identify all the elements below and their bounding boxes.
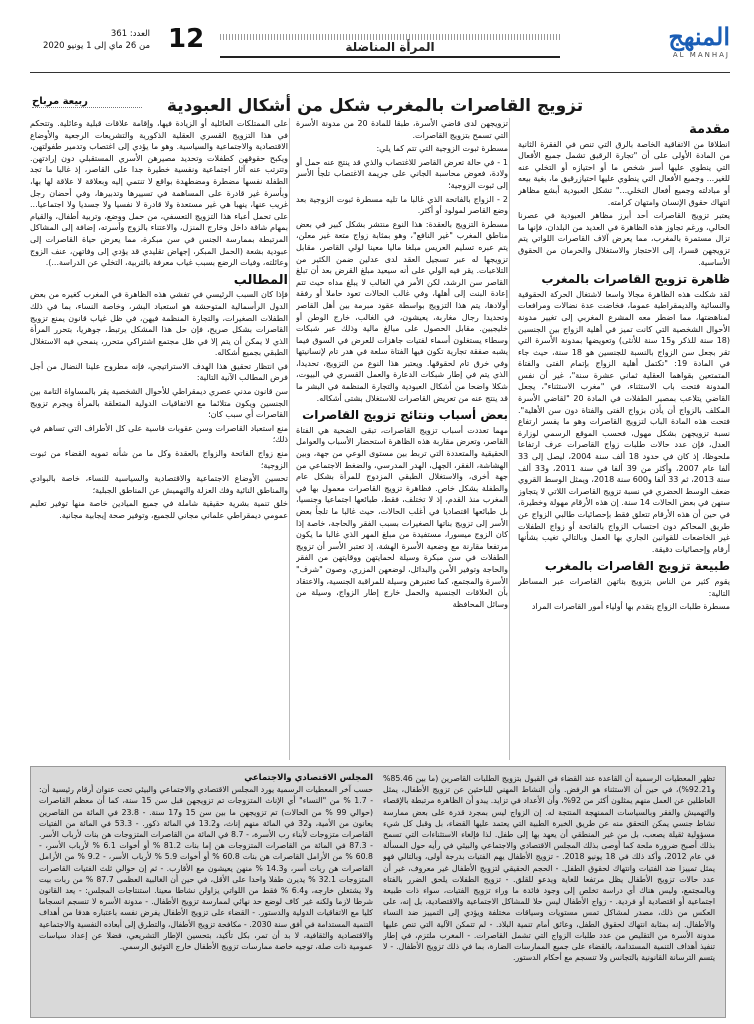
heading-nature: طبيعة تزويج القاصرات بالمغرب [544, 559, 730, 574]
box-text-left: حسب آخر المعطيات الرسمية يورد المجلس الاقتصادي والاجتماعي والبيئي تحت عنوان أرقام رئيسية أن: - 1.7 % من "النساء" أي الإناث المتزوجات تم تزويجهن قبل سن 15 سنة، كما أن معظم القاصرات (حوالي 99 % من الحالات) تم تزويجهن ما بين سن 15 و17 سنة. - 23.8 في المائة من القاصرين يعانون من الأمية، و32 في المائة منهم إناث، و13.2 في المائة ذكور. - 53.3 في المائة من الفتيات القاصرات متزوجات لأبناء رب الأسرة، - 8.7 في المائة من القاصرات المتزوجات هن بنات لأرباب الأسر. - 87.3 في المائة من القاصرات المتزوجات هن إما بنات 81.2 % أو أخوات 6.1 % لأرباب الأسر، - 60.8 % من الأرامل القاصرات هن بنات 60.8 % أو أخوات 5.9 % لأرباب الأسر، - 9.2 % من الأرامل القاصرات هن ربات أسر، و14.3 % منهن يعيشون مع الأقارب. - ثم إن حوالي ثلث الفتيات القاصرات المتزوجات 32.1 % يديرن طفلا واحدا على الأقل، في حين أن الغالبية العظمى 87.7 % من ربات بيت ولا يشتغلن خارجه، و6.4 % فقط من اللواتي يزاولن نشاطا معينا. استنتاجات المجلس: - يعد القانون شرطا لازما ولكنه غير كاف لوضع حد نهائي لممارسة تزويج الأطفال. - مدونة الأسرة لا تنسجم انسجاما كليا مع الاتفاقيات الدولية والدستور. - القضاء على تزويج الأطفال يفرض نفسه باعتباره هدفا من أهداف التنمية المستدامة في أفق سنة 2030. - مكافحة تزويج الأطفال، والتطرق إلى أبعاده النفسية والاجتماعية والاقتصادية والثقافية، لا بد أن تمر، بكل تأكيد، بتحسين الإطار التشريعي، فضلا عن إعداد سياسات عمومية ذات صلة، توجيه خاصة ممارسات تزويج الأطفال خارج التوثيق الرسمي. [39, 785, 373, 952]
column-divider [289, 118, 290, 760]
paragraph: في انتظار تحقيق هذا الهدف الاستراتيجي، فإنه مطروح علينا النضال من أجل فرض المطالب الآنية التالية: [30, 361, 288, 383]
list-item: خلق تنمية بشرية حقيقية شاملة في جميع الميادين خاصة منها توفير تعليم عمومي ديمقراطي علماني مجاني للجميع، وتوفير صحة إيجابية مجانية. [30, 499, 288, 520]
column-divider [509, 118, 510, 760]
paragraph: مسطرة طلبات الزواج يتقدم بها أولياء أمور القاصرات المراد [531, 602, 730, 612]
column-middle [296, 118, 508, 760]
issue-info [30, 28, 150, 52]
paragraph: يقوم كثير من الناس بتزويج بناتهن القاصرات عبر المساطر التالية: [518, 576, 730, 598]
sidebar-box [30, 766, 726, 1018]
issue-date: من 26 ماي إلى 1 يونيو 2020 [42, 41, 150, 51]
paragraph: انطلاقا من الاتفاقية الخاصة بالرق التي تنص في الفقرة الثانية من المادة الأولى على أن "تجارة الرقيق تشمل جميع الأفعال التي ينطوي عليها أسر شخص ما أو احتيازه أو التخلي عنه للغير... وجميع الأفعال التي ينطوي عليها احتيازرقيق ما، بغية بيعه أو مبادلته وجميع أفعال التخلي..." تشكل العبودية أبشع مظاهر انتهاك حقوق الإنسان وامتهان كرامته. [518, 139, 730, 207]
box-text-right: تظهر المعطيات الرسمية أن القاعدة عند القضاء في القبول بتزويج الطلبات القاصرين (ما بين 85.46% و92.21%)، في حين أن الاستثناء هو الرفض. وأن النشاط المهني للباحثين عن تزويج الأطفال، يمثل العاطلين عن العمل منهم يمثلون أكثر من 92%، وأن الأعداد في تزايد. يبدو أن الظاهرة مرتبطة بالإقصاء والتهميش والفقر وبالسياسات الممنهجة المنتجة له. إن الزواج ليس بمجرد قدرة على بعض ممارسة نشاط جنسي يمكن التحقق منه عن طريق الخبرة الطبية التي يعتمد عليها القضاء، بل وقبل كل شيء مسؤولية ثقيلة يصعب، بل من غير المنطقي أن يعهد بها إلى طفل. لذا فإلغاء الاستثناءات التي تسمح بذلك أصبح ضرورة ملحة كما أوصى بذلك المجلس الاقتصادي والاجتماعي والبيئي في رأيه حول المسألة في عام 2012، وأكد ذلك في 18 يونيو 2018. - تزويج الأطفال يهم الفتيات بدرجة أولى، وبالتالي فهو يمثل تمييزا ضد الفتيات وانتهاك لحقوق الطفل. - الحجم الحقيقي لتزويج الأطفال غير معروف، غير أن عدد حالات تزويج الأطفال يظل مرتفعا للغاية ويدعو للقلق. - تزويج الطفلات يلحق الضرر بالفتاة وبالمجتمع، وليس هناك أي دراسة تخلص إلى وجود فائدة ما وراء تزويج الفتيات، سواء ذات طبيعة اجتماعية أو اقتصادية أو فردية. - زواج الأطفال ليس حلا للمشاكل الاجتماعية والاقتصادية، بل إنه، على العكس من ذلك، مصدر لمشاكل تمس مستويات وسياقات مختلفة ويؤدي إلى التمييز ضد النساء والأطفال. إنه بمثابة انتهاك لحقوق الطفل، وعائق أمام تنمية البلاد. - لم تتمكن الآلية التي تنص عليها مدونة الأسرة من التقليص من عدد طلبات الزواج التي تشمل القاصرات. - المغرب ملتزم، في إطار تنفيذ أهداف التنمية المستدامة، بالقضاء على جميع الممارسات الضارة، بما في ذلك تزويج الأطفال. - لا يتسم الترسانة القانونية بالتجانس ولا تنسجم مع أحكام الدستور. [383, 774, 715, 963]
list-item: منع زواج الفاتحة والزواج بالعقدة وكل ما من شأنه تمويه القضاء من ثبوت الزوجية؛ [30, 449, 288, 470]
box-column-left [39, 773, 373, 1011]
page-header [30, 22, 730, 68]
paragraph: تزويجهن لدى قاضي الأسرة، طبقا للمادة 20 من مدونة الأسرة التي تسمح بتزويج القاصرات. [296, 119, 508, 140]
header-rule [30, 72, 730, 73]
heading-phenomenon: ظاهرة تزويج القاصرات بالمغرب [541, 272, 730, 287]
heading-causes: بعض أسباب ونتائج تزويج القاصرات [302, 408, 508, 423]
heading-demands: المطالب [233, 272, 288, 288]
issue-number: العدد: 361 [110, 29, 150, 39]
section-title: المرأة المناضلة [220, 40, 560, 58]
heading-intro: مقدمة [689, 122, 730, 137]
column-right [518, 118, 730, 760]
box-heading: المجلس الاقتصادي والاجتماعي [244, 773, 373, 783]
paragraph: فإذا كان السبب الرئيسي في تفشي هذه الظاهرة في المغرب كغيره من بعض الدول الرأسمالية المتوحشة هو استعباد البشر، وخاصة النساء، بما في ذلك الطفلات الصغيرات، والتجارة المنظمة فيهن، في ظل غياب قانون يمنع تزويج القاصرات بشكل صريح، فإن حل هذا المشكل يرتبط، جوهريا، بتحرر المرأة الذي لا يمكن أن يتم إلا في ظل مجتمع اشتراكي متحرر، ينمحي فيه الاستغلال الطبقي بجميع أشكاله. [30, 290, 288, 358]
article-title: تزويج القاصرات بالمغرب شكل من أشكال العبودية [166, 96, 584, 116]
article-author: ربيعة مرباح [32, 96, 142, 108]
list-item: منع استعباد القاصرات وسن عقوبات قاسية على كل الأطراف التي تساهم في ذلك؛ [30, 423, 288, 445]
newspaper-logo [610, 22, 730, 68]
page-number: 12 [168, 24, 205, 54]
paragraph: 1 - في حالة تعرض القاصر للاغتصاب والذي قد ينتج عنه حمل أو ولادة، فعوض محاسبة الجاني على جريمة الاغتصاب تلجأ الأسر إلى ثبوت الزوجية؛ [296, 157, 508, 190]
paragraph: على الممتلكات العائلية أو الزيادة فيها، وإقامة علاقات قبلية وعائلية. وتتحكم في هذا التزويج القسري العقلية الذكورية والتشريعات الرجعية والأوضاع الاقتصادية والاجتماعية والسياسية. وهو ما يؤدي إلى اغتصاب وتدمير طفولتهن، ويكبح حقوقهن كطفلات وتحديد مصيرهن الأسري المستقبلي دون إرادتهن. وتترتب عنه آثار اجتماعية ونفسية خطيرة جدا على القاصر، إذ غالبا ما تجد الطفلة نفسها مضطرة ومضطهدة بواقع لا تنتمي إليه وبعلاقة لا علاقة لها بها، وبأسرة غير قادرة على المساهمة في تسييرها وتدبيرها، وفي أحضان رجل غريب عنها، ينهبا هي غير مستعدة ولا قادرة لا نفسيا ولا جسديا ولا اجتماعيا... على تحمل أعباء هذا التزويج التعسفي، من حمل ووضع، وتربية أطفال، والقيام بمهام شاقة داخل وخارج المنزل، والاعتناء بالزوج وأسرته، إضافة إلى المشاكل المرتبطة بممارسة الجنس في سن مبكرة، مما يعرض حياة القاصرات إلى عبودية بشعة (الحمل المبكر، إجهاض تقليدي قد يؤدي إلى وفاتهن، عنف الزوج وعائلته، وفيات الرضع بسبب غياب معرفة بالتربية، التخلي عن الدراسة...). [30, 119, 288, 268]
logo-subtext: AL MANHAJ [672, 51, 730, 59]
paragraph: 2 - الزواج بالفاتحة الذي غالبا ما تليه مسطرة ثبوت الزوجية بعد وضع القاصر لمولود أو أكثر. [296, 194, 508, 216]
list-item: سن قانون مدني عصري ديمقراطي للأحوال الشخصية يقر بالمساواة التامة بين الجنسين ويكون متلائما مع الاتفاقيات الدولية المتعلقة بالمرأة ويجرم تزويج القاصرات أي سبب كان؛ [30, 387, 288, 420]
logo-text: المنهج [668, 22, 730, 51]
paragraph: لقد شكلت هذه الظاهرة مجالا واسعا لاشتغال الحركة الحقوقية والنسائية والديمقراطية عموما، فخاضت عدة نضالات ومرافعات لمناهضتها، مما اضطر معه المشرع المغربي إلى تغيير مدونة الأحوال الشخصية التي كانت تميز في أهلية الزواج بين الجنسين (18 سنة للذكر و15 سنة للأنثى) وتعويضها بمدونة الأسرة التي تقر بجعل سن الزواج بالنسبة للجنسين هو 18 سنة، حيث جاء في المادة 19: "تكتمل أهلية الزواج بإتمام الفتى والفتاة المتمتعين بقواهما العقلية ثماني عشرة سنة"، غير أن نفس المدونة فتحت باب الاستثناء، في "مغرب الاستثناء"، يجعل القاضي يتلاعب بمصير الطفلات في المادة 20 "لقاضي الأسرة المكلف بالزواج أن يأذن بزواج الفتى والفتاة دون سن الأهلية". فتحت هذه المادة الباب لتزويج القاصرات وهو ما يفسر ارتفاع نسبة تزويجهن بشكل مهول، فحسب الموقع الرسمي لوزارة العدل، فإن عدد حالات طلبات زواج القاصرات عرف ارتفاعا ملحوظا، إذ كان في حدود 18 ألف سنة 2004، ليصل إلى 33 ألفا عام 2007، وأكثر من 39 ألفا في سنة 2011، و33 ألف سنة 2013، ثم 33 ألفا و600 سنة 2018، ويمثل الوسط القروي ضعف الوسط الحضري في نسبة تزويج القاصرات اللاتي لا يتجاوز سنهن في بعض الحالات 14 سنة. إن هذه الأرقام مهولة وخطيرة، في حين أن هذه الأرقام تتعلق فقط بإحصائيات طالبي الزواج عن طريق المحاكم دون احتساب الزواج بالفاتحة أو زواج الطفلات غير الخاضعات للقوانين الجاري بها العمل وبالتالي تغيب بشأنها أرقام وإحصائيات دقيقة. [518, 289, 730, 554]
list-item: تحسين الأوضاع الاجتماعية والاقتصادية والسياسية للنساء، خاصة بالبوادي والمناطق النائية وفك العزلة والتهميش عن المناطق الجبلية؛ [30, 474, 288, 495]
paragraph: مسطرة التزويج بالعقدة: هذا النوع منتشر بشكل كبير في بعض مناطق المغرب "غير النافع"، وهو بمثابة زواج متعة غير معلن، يتم عبره تسليم العريس مبلغا ماليا معينا لولي القاصر، مقابل تزويجها له عبر تسجيل العقد لدى عدلين ضمن الكثير من التلاعبات. يقر فيه الولي على أنه سيعيد مبلغ القرض بعد أن تبلغ القاصر سن الرشد، لكن الأمر في الغالب لا يبلغ مداه حيث تتم إعادة البنت إلى أهلها، وفي غالب الحالات تعود حاملا أو رفقة أولادها، يتم هذا التزويج بواسطة عقود مبرمة بين أهل القاصر وتحديدا رجال مغاربة، يعيشون، في الغالب، خارج الوطن أو خليجيين. مقابل الحصول على مبالغ مالية وذلك عبر شبكات وسطاء يستغلون أسماء لفتيات جاهزات للعرض في السوق فيما يشبه صفقة تجارية تكون فيها الفتاة سلعة في هدر تام لإنسانيتها وفي خرق تام لحقوقها. ويعتبر هذا النوع من التزويج، تحديدا، الذي يتم في إطار شبكات الدعارة والعمل القسري في البيوت، شكلا واضحا من أشكال العبودية والتجارة المنظمة في البشر ما قد ينتج عنه من تعريض القاصرات للاستغلال بشتى أشكاله. [296, 219, 508, 403]
paragraph: مهما تعددت أسباب تزويج القاصرات، تبقى الضحية هي الفتاة القاصر، وتعرض مقاربة هذه الظاهرة استحضار الأسباب والعوامل الحقيقية والمتعددة التي تربط بين مستوى الوعي من جهة، وبين الهشاشة، الفقر، الجهل، الهدر المدرسي، والضغط الاجتماعي من جهة أخرى، والاستغلال الطبقي المزدوج للمرأة بشكل عام والطفلة بشكل خاص. فظاهرة تزويج القاصرات معمول بها في المغرب منذ القدم، إذ لا تختلف، فقط، طبائعها اجتماعيا وجنسيا، بل طبائعها اقتصاديا في أغلب الحالات، حيث غالبا ما تلجأ بعض الأسر إلى تزويج بناتها الصغيرات بسبب الفقر والحاجة، خاصة إذا كان الزوج ميسورا، مستفيدة من مبلغ المهر الذي غالبا ما يكون مرتفعا مقارنة مع وضعية الأسرة الهشة، إذ تعتبر الأسر أن تزويج الطفلات في سن مبكرة وسيلة لحمايتهن ووقايتهن من الفقر والحاجة وتوفير الأمن والبدائل، لوضعهن المزري، وصون "شرف" الأسرة والمجتمع، كما تعتبرهن وسيلة للمراقبة الجنسية، والاعتقاد بأن العلاقات الجنسية والحمل خارج إطار الزواج، وسيلة من وسائل المحافظة [296, 425, 508, 609]
paragraph: مسطرة ثبوت الزوجية التي تتم كما يلي: [376, 144, 508, 154]
paragraph: يعتبر تزويج القاصرات أحد أبرز مظاهر العبودية في عصرنا الحالي، ورغم تجاوز هذه الظاهرة في العديد من البلدان، فإنها ما تزال مستمرة بالمغرب، مما يعرض آلاف القاصرات اللواتي يتم تزويجهن قسرا، إلى الاحتجاز والاستغلال والحرمان من الحقوق الأساسية. [518, 211, 730, 267]
column-left [30, 118, 288, 760]
